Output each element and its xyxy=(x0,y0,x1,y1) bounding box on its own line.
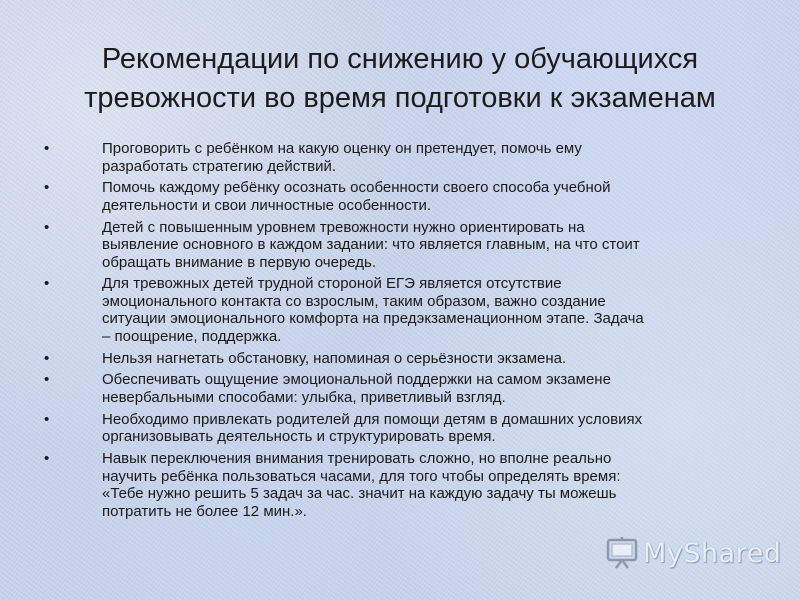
bullet-symbol: • xyxy=(44,275,50,293)
bullet-symbol: • xyxy=(44,371,50,389)
watermark-text: MyShared xyxy=(643,537,782,569)
presentation-board-icon xyxy=(605,536,639,570)
bullet-text: Необходимо привлекать родителей для помощи детям в домашних условиях организовывать деятельность и структурировать время. xyxy=(102,410,643,446)
bullet-text: Детей с повышенным уровнем тревожности нужно ориентировать на выявление основного в каждом задании: что является главным, на что стоит обращать внимание в первую очередь. xyxy=(102,218,640,271)
bullet-text: Помочь каждому ребёнку осознать особенности своего способа учебной деятельности и свои личностные особенности. xyxy=(102,179,611,214)
bullet-text: Навык переключения внимания тренировать сложно, но вполне реально научить ребёнка пользоваться часами, для того чтобы определять время: «Тебе нужно решить 5 задач за час. значит на каждую задачу ты можешь потратить не более 12 мин.». xyxy=(102,450,621,520)
bullet-text: Проговорить с ребёнком на какую оценку он претендует, помочь ему разработать стратегию действий. xyxy=(102,140,582,175)
list-item xyxy=(44,179,764,214)
bullet-list xyxy=(44,140,764,524)
bullet-symbol: • xyxy=(44,179,50,197)
list-item xyxy=(44,350,764,368)
bullet-text: Обеспечивать ощущение эмоциональной поддержки на самом экзамене невербальными способами: улыбка, приветливый взгляд. xyxy=(102,371,611,406)
bullet-symbol: • xyxy=(44,140,50,157)
list-item xyxy=(44,275,764,345)
list-item xyxy=(44,411,764,446)
list-item xyxy=(44,140,764,175)
list-item xyxy=(44,219,764,272)
bullet-text: Для тревожных детей трудной стороной ЕГЭ является отсутствие эмоционального контакта со взрослым, таким образом, важно создание ситуации эмоционального комфорта на предэкзаменационном этапе. Задача – поощрение, поддержка. xyxy=(102,275,644,345)
bullet-symbol: • xyxy=(44,349,50,367)
slide-title: Рекомендации по снижению у обучающихся тревожности во время подготовки к экзаменам xyxy=(84,43,716,114)
bullet-symbol: • xyxy=(44,410,50,428)
bullet-text: Нельзя нагнетать обстановку, напоминая о серьёзности экзамена. xyxy=(102,349,567,367)
bullet-symbol: • xyxy=(44,450,50,468)
list-item xyxy=(44,371,764,406)
list-item xyxy=(44,450,764,520)
bullet-symbol: • xyxy=(44,218,50,236)
watermark-logo xyxy=(605,535,781,571)
